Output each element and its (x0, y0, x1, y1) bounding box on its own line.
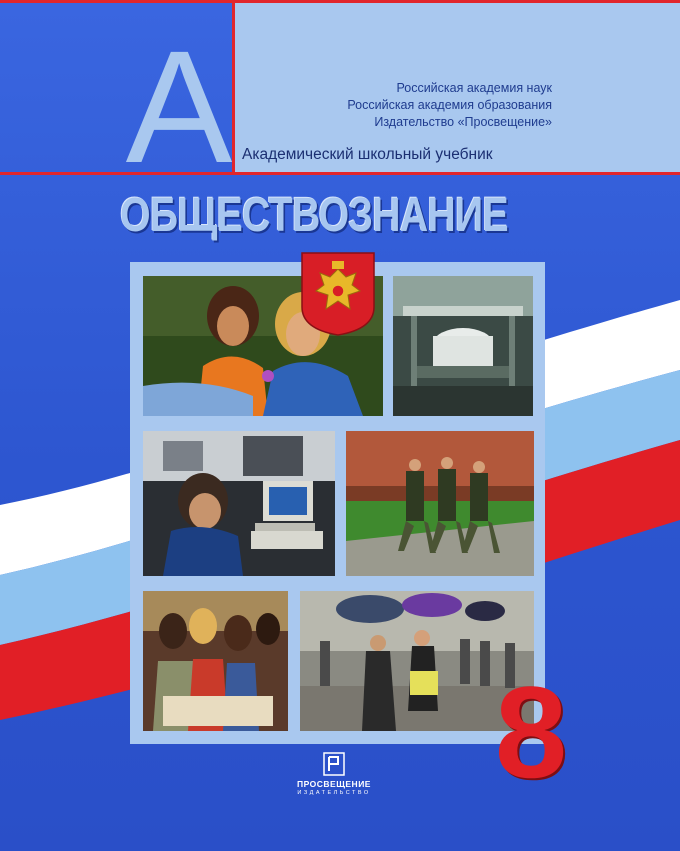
photo-paper-mill (393, 276, 533, 416)
top-red-rule (0, 0, 680, 3)
publisher-logo (274, 752, 394, 812)
publisher-logo-subtitle: ИЗДАТЕЛЬСТВО (297, 790, 371, 796)
prosveshchenie-logo-icon (323, 752, 345, 776)
header-red-rule (0, 172, 680, 175)
series-letter: А (125, 40, 233, 174)
publisher-logo-name: ПРОСВЕЩЕНИЕ (297, 779, 371, 789)
photo-computer-class (143, 431, 335, 576)
grade-number: 8 (494, 659, 568, 805)
publisher-line: Издательство «Просвещение» (374, 115, 552, 129)
series-name: Академический школьный учебник (242, 146, 493, 163)
russian-coat-of-arms-icon (300, 251, 376, 337)
book-title: ОБЩЕСТВОЗНАНИЕ (120, 189, 508, 242)
publishers-block (347, 80, 552, 131)
publisher-line: Российская академия образования (347, 98, 552, 112)
publisher-line: Российская академия наук (396, 81, 552, 95)
photo-students-group (143, 591, 288, 731)
photo-honor-guard (346, 431, 534, 576)
